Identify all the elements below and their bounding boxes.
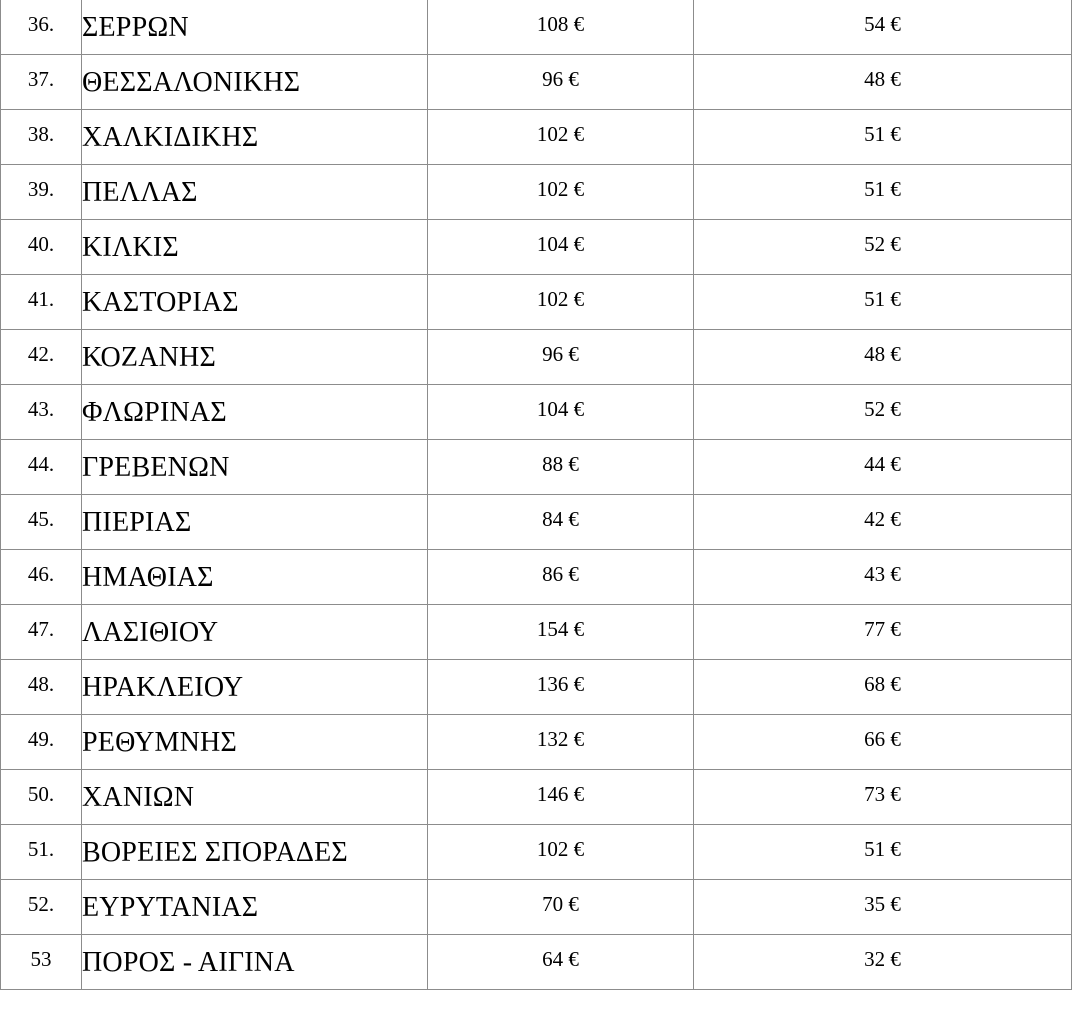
- full-amount: 84 €: [542, 506, 579, 531]
- full-amount: 102 €: [536, 286, 585, 311]
- half-amount: 44 €: [864, 451, 901, 476]
- half-amount-cell: [694, 715, 1072, 770]
- half-amount: 73 €: [864, 781, 901, 806]
- half-amount: 43 €: [864, 561, 901, 586]
- row-number-cell: [1, 880, 82, 935]
- row-number-cell: [1, 275, 82, 330]
- half-amount-cell: [694, 660, 1072, 715]
- prefecture-name-cell: [82, 275, 428, 330]
- row-number: 45.: [27, 506, 55, 531]
- table-row: [1, 385, 1072, 440]
- table-row: [1, 880, 1072, 935]
- row-number-cell: [1, 550, 82, 605]
- row-number: 43.: [27, 396, 55, 421]
- full-amount: 102 €: [536, 176, 585, 201]
- half-amount: 52 €: [864, 231, 901, 256]
- prefecture-name-cell: [82, 825, 428, 880]
- half-amount: 51 €: [864, 121, 901, 146]
- half-amount: 54 €: [864, 11, 901, 36]
- full-amount: 136 €: [536, 671, 585, 696]
- full-amount: 154 €: [536, 616, 585, 641]
- full-amount: 102 €: [536, 121, 585, 146]
- table-row: [1, 165, 1072, 220]
- half-amount-cell: [694, 550, 1072, 605]
- table-row: [1, 495, 1072, 550]
- prefecture-name: ΡΕΘΥΜΝΗΣ: [82, 727, 237, 758]
- row-number: 51.: [27, 836, 55, 861]
- full-amount: 104 €: [536, 396, 585, 421]
- row-number-cell: [1, 220, 82, 275]
- prefecture-name: ΒΟΡΕΙΕΣ ΣΠΟΡΑΔΕΣ: [82, 837, 348, 868]
- half-amount: 66 €: [864, 726, 901, 751]
- row-number-cell: [1, 935, 82, 990]
- prefecture-name: ΚΑΣΤΟΡΙΑΣ: [82, 287, 239, 318]
- row-number: 47.: [27, 616, 55, 641]
- full-amount: 64 €: [542, 946, 579, 971]
- row-number-cell: [1, 0, 82, 55]
- prefecture-name-cell: [82, 880, 428, 935]
- full-amount-cell: [428, 825, 694, 880]
- prefecture-name-cell: [82, 220, 428, 275]
- full-amount: 88 €: [542, 451, 579, 476]
- full-amount-cell: [428, 275, 694, 330]
- row-number-cell: [1, 715, 82, 770]
- prefecture-name: ΚΙΛΚΙΣ: [82, 232, 179, 263]
- table-row: [1, 55, 1072, 110]
- full-amount: 70 €: [542, 891, 579, 916]
- half-amount-cell: [694, 825, 1072, 880]
- row-number-cell: [1, 55, 82, 110]
- row-number: 44.: [27, 451, 55, 476]
- half-amount-cell: [694, 495, 1072, 550]
- full-amount-cell: [428, 165, 694, 220]
- half-amount-cell: [694, 935, 1072, 990]
- full-amount-cell: [428, 110, 694, 165]
- half-amount: 48 €: [864, 341, 901, 366]
- half-amount: 51 €: [864, 836, 901, 861]
- row-number-cell: [1, 330, 82, 385]
- full-amount-cell: [428, 220, 694, 275]
- prefecture-name: ΗΡΑΚΛΕΙΟΥ: [82, 672, 244, 703]
- row-number-cell: [1, 165, 82, 220]
- full-amount-cell: [428, 385, 694, 440]
- prefecture-name-cell: [82, 550, 428, 605]
- prefecture-name-cell: [82, 165, 428, 220]
- prefecture-name: ΠΙΕΡΙΑΣ: [82, 507, 192, 538]
- row-number-cell: [1, 495, 82, 550]
- table-row: [1, 0, 1072, 55]
- full-amount-cell: [428, 770, 694, 825]
- table-row: [1, 935, 1072, 990]
- half-amount: 77 €: [864, 616, 901, 641]
- row-number: 52.: [27, 891, 55, 916]
- table-row: [1, 330, 1072, 385]
- prefecture-name-cell: [82, 715, 428, 770]
- half-amount-cell: [694, 55, 1072, 110]
- row-number: 49.: [27, 726, 55, 751]
- prefecture-name-cell: [82, 330, 428, 385]
- prefecture-name-cell: [82, 55, 428, 110]
- half-amount: 52 €: [864, 396, 901, 421]
- full-amount: 96 €: [542, 66, 579, 91]
- half-amount-cell: [694, 440, 1072, 495]
- table-row: [1, 605, 1072, 660]
- table-row: [1, 550, 1072, 605]
- row-number-cell: [1, 110, 82, 165]
- prefecture-name: ΓΡΕΒΕΝΩΝ: [82, 452, 230, 483]
- row-number: 42.: [27, 341, 55, 366]
- full-amount-cell: [428, 715, 694, 770]
- half-amount-cell: [694, 275, 1072, 330]
- prefecture-name-cell: [82, 660, 428, 715]
- row-number: 46.: [27, 561, 55, 586]
- prefecture-name-cell: [82, 0, 428, 55]
- prefecture-name: ΕΥΡΥΤΑΝΙΑΣ: [82, 892, 259, 923]
- prefecture-name: ΠΕΛΛΑΣ: [82, 177, 198, 208]
- full-amount-cell: [428, 880, 694, 935]
- full-amount-cell: [428, 550, 694, 605]
- half-amount: 51 €: [864, 176, 901, 201]
- half-amount: 42 €: [864, 506, 901, 531]
- table-row: [1, 220, 1072, 275]
- half-amount-cell: [694, 220, 1072, 275]
- prefecture-name-cell: [82, 935, 428, 990]
- row-number-cell: [1, 440, 82, 495]
- full-amount-cell: [428, 0, 694, 55]
- prefecture-name: ΧΑΝΙΩΝ: [82, 782, 195, 813]
- row-number: 37.: [27, 66, 55, 91]
- prefecture-name-cell: [82, 770, 428, 825]
- row-number: 39.: [27, 176, 55, 201]
- table-row: [1, 275, 1072, 330]
- row-number-cell: [1, 825, 82, 880]
- row-number: 53: [30, 946, 52, 971]
- row-number: 40.: [27, 231, 55, 256]
- row-number: 41.: [27, 286, 55, 311]
- prefecture-name: ΘΕΣΣΑΛΟΝΙΚΗΣ: [82, 67, 301, 98]
- prefecture-name: ΚΟΖΑΝΗΣ: [82, 342, 216, 373]
- row-number: 36.: [27, 11, 55, 36]
- half-amount: 35 €: [864, 891, 901, 916]
- full-amount-cell: [428, 495, 694, 550]
- prefecture-name: ΗΜΑΘΙΑΣ: [82, 562, 214, 593]
- prefecture-name: ΛΑΣΙΘΙΟΥ: [82, 617, 219, 648]
- half-amount-cell: [694, 605, 1072, 660]
- prefecture-name-cell: [82, 110, 428, 165]
- row-number-cell: [1, 385, 82, 440]
- half-amount: 51 €: [864, 286, 901, 311]
- full-amount: 132 €: [536, 726, 585, 751]
- full-amount-cell: [428, 605, 694, 660]
- table-row: [1, 715, 1072, 770]
- row-number-cell: [1, 770, 82, 825]
- prefecture-name-cell: [82, 440, 428, 495]
- row-number: 50.: [27, 781, 55, 806]
- table-row: [1, 770, 1072, 825]
- full-amount-cell: [428, 330, 694, 385]
- half-amount: 32 €: [864, 946, 901, 971]
- row-number: 48.: [27, 671, 55, 696]
- half-amount-cell: [694, 110, 1072, 165]
- half-amount-cell: [694, 330, 1072, 385]
- full-amount: 96 €: [542, 341, 579, 366]
- prefecture-name: ΠΟΡΟΣ - ΑΙΓΙΝΑ: [82, 947, 295, 978]
- full-amount: 108 €: [536, 11, 585, 36]
- full-amount: 102 €: [536, 836, 585, 861]
- table-row: [1, 660, 1072, 715]
- rates-table-body: [1, 0, 1072, 990]
- table-row: [1, 440, 1072, 495]
- half-amount-cell: [694, 165, 1072, 220]
- half-amount-cell: [694, 385, 1072, 440]
- full-amount-cell: [428, 660, 694, 715]
- prefecture-name-cell: [82, 605, 428, 660]
- row-number-cell: [1, 605, 82, 660]
- full-amount-cell: [428, 440, 694, 495]
- half-amount: 68 €: [864, 671, 901, 696]
- row-number: 38.: [27, 121, 55, 146]
- half-amount-cell: [694, 0, 1072, 55]
- table-row: [1, 825, 1072, 880]
- prefecture-name: ΣΕΡΡΩΝ: [82, 12, 189, 43]
- half-amount: 48 €: [864, 66, 901, 91]
- prefecture-name: ΧΑΛΚΙΔΙΚΗΣ: [82, 122, 259, 153]
- row-number-cell: [1, 660, 82, 715]
- prefecture-name: ΦΛΩΡΙΝΑΣ: [82, 397, 227, 428]
- prefecture-name-cell: [82, 495, 428, 550]
- full-amount: 146 €: [536, 781, 585, 806]
- half-amount-cell: [694, 880, 1072, 935]
- full-amount-cell: [428, 935, 694, 990]
- full-amount: 86 €: [542, 561, 579, 586]
- full-amount: 104 €: [536, 231, 585, 256]
- full-amount-cell: [428, 55, 694, 110]
- prefecture-name-cell: [82, 385, 428, 440]
- table-row: [1, 110, 1072, 165]
- half-amount-cell: [694, 770, 1072, 825]
